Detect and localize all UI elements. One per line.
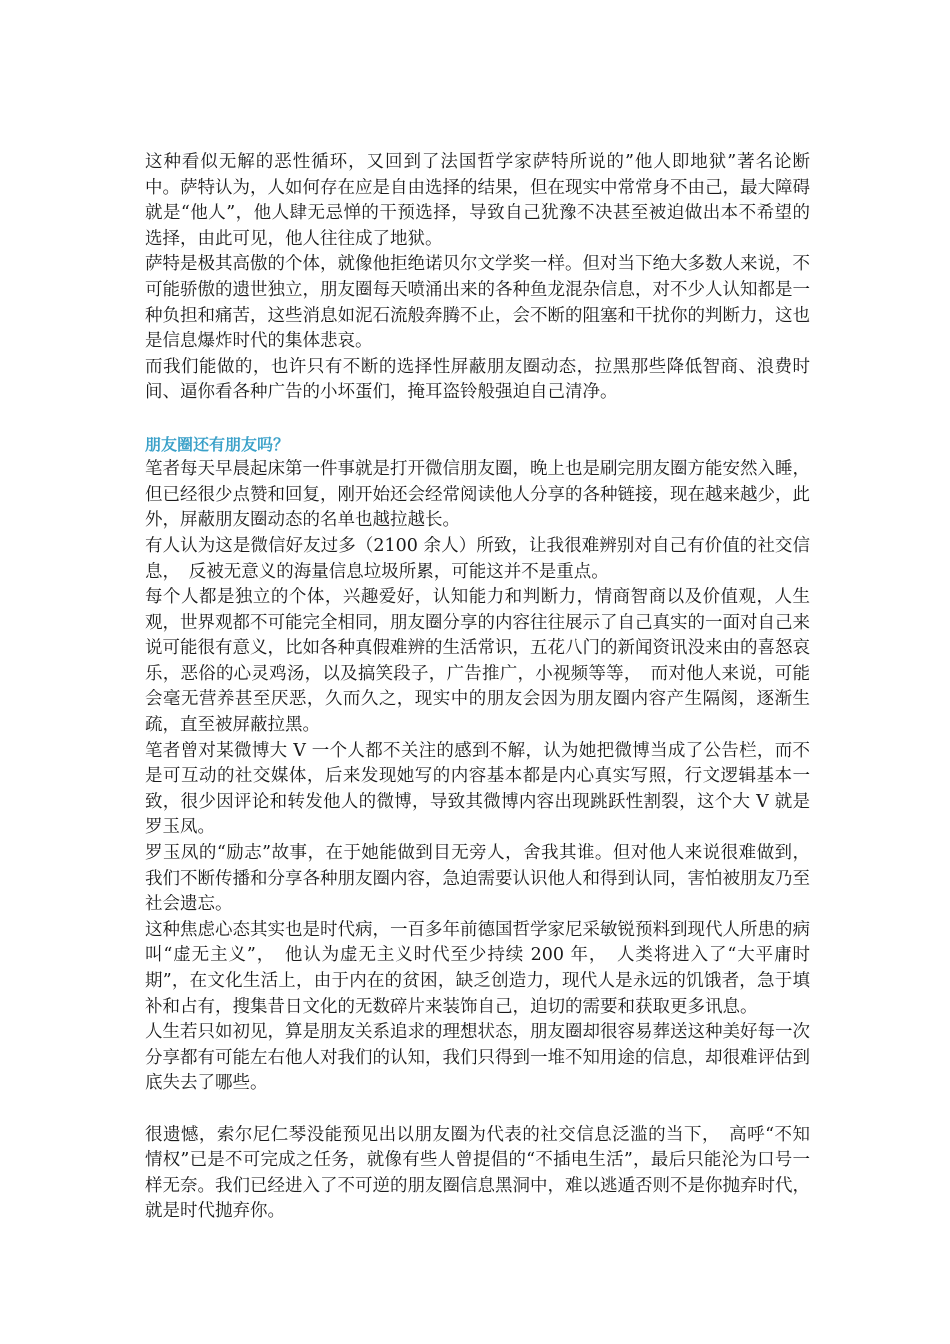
paragraph: 很遗憾，索尔尼仁琴没能预见出以朋友圈为代表的社交信息泛滥的当下， 高呼“不知情权”已是不可完成之任务，就像有些人曾提倡的“不插电生活”，最后只能沦为口号一样无奈。我们已经进入了不可逆的朋友圈信息黑洞中，难以逃遁否则不是你抛弃时代，就是时代抛弃你。 bbox=[145, 1124, 810, 1222]
paragraph: 笔者每天早晨起床第一件事就是打开微信朋友圈，晚上也是刷完朋友圈方能安然入睡，但已经很少点赞和回复，刚开始还会经常阅读他人分享的各种链接，现在越来越少，此外，屏蔽朋友圈动态的名单也越拉越长。 bbox=[145, 459, 810, 531]
paragraph: 笔者曾对某微博大 V 一个人都不关注的感到不解，认为她把微博当成了公告栏，而不是可互动的社交媒体，后来发现她写的内容基本都是内心真实写照，行文逻辑基本一致，很少因评论和转发他人的微博，导致其微博内容出现跳跃性割裂，这个大 V 就是罗玉凤。 bbox=[145, 740, 810, 838]
section-heading: 朋友圈还有朋友吗？ bbox=[145, 434, 290, 454]
paragraph: 这种焦虑心态其实也是时代病，一百多年前德国哲学家尼采敏锐预料到现代人所患的病叫“虚无主义”， 他认为虚无主义时代至少持续 200 年， 人类将进入了“大平庸时期”，在文化生活上，由于内在的贫困，缺乏创造力，现代人是永远的饥饿者，急于填补和占有，搜集昔日文化的无数碎片来装饰自己，迫切的需要和获取更多讯息。 bbox=[145, 919, 810, 1017]
paragraph: 有人认为这是微信好友过多（2100 余人）所致，让我很难辨别对自己有价值的社交信息， 反被无意义的海量信息垃圾所累，可能这并不是重点。 bbox=[145, 535, 810, 582]
paragraph: 而我们能做的，也许只有不断的选择性屏蔽朋友圈动态，拉黑那些降低智商、浪费时间、逼你看各种广告的小坏蛋们，掩耳盗铃般强迫自己清净。 bbox=[145, 356, 810, 403]
paragraph: 人生若只如初见，算是朋友关系追求的理想状态，朋友圈却很容易葬送这种美好每一次分享都有可能左右他人对我们的认知，我们只得到一堆不知用途的信息，却很难评估到底失去了哪些。 bbox=[145, 1022, 810, 1094]
paragraph: 每个人都是独立的个体，兴趣爱好，认知能力和判断力，情商智商以及价值观，人生观，世界观都不可能完全相同，朋友圈分享的内容往往展示了自己真实的一面对自己来说可能很有意义，比如各种真假难辨的生活常识，五花八门的新闻资讯没来由的喜怒哀乐，恶俗的心灵鸡汤，以及搞笑段子，广告推广，小视频等等， 而对他人来说，可能会毫无营养甚至厌恶，久而久之，现实中的朋友会因为朋友圈内容产生隔阂，逐渐生疏，直至被屏蔽拉黑。 bbox=[145, 587, 810, 736]
paragraph: 萨特是极其高傲的个体，就像他拒绝诺贝尔文学奖一样。但对当下绝大多数人来说，不可能骄傲的遗世独立，朋友圈每天喷涌出来的各种鱼龙混杂信息，对不少人认知都是一种负担和痛苦，这些消息如泥石流般奔腾不止，会不断的阻塞和干扰你的判断力，这也是信息爆炸时代的集体悲哀。 bbox=[145, 254, 810, 352]
paragraph: 罗玉凤的“励志”故事，在于她能做到目无旁人，舍我其谁。但对他人来说很难做到，我们不断传播和分享各种朋友圈内容，急迫需要认识他人和得到认同，害怕被朋友乃至社会遗忘。 bbox=[145, 843, 810, 915]
paragraph: 这种看似无解的恶性循环，又回到了法国哲学家萨特所说的”他人即地狱”著名论断中。萨特认为，人如何存在应是自由选择的结果，但在现实中常常身不由己，最大障碍就是“他人”，他人肆无忌惮的干预选择，导致自己犹豫不决甚至被迫做出本不希望的选择，由此可见，他人往往成了地狱。 bbox=[145, 152, 810, 249]
paragraph-gap bbox=[145, 406, 810, 432]
paragraph-gap bbox=[145, 1097, 810, 1123]
article-body bbox=[145, 150, 810, 1225]
